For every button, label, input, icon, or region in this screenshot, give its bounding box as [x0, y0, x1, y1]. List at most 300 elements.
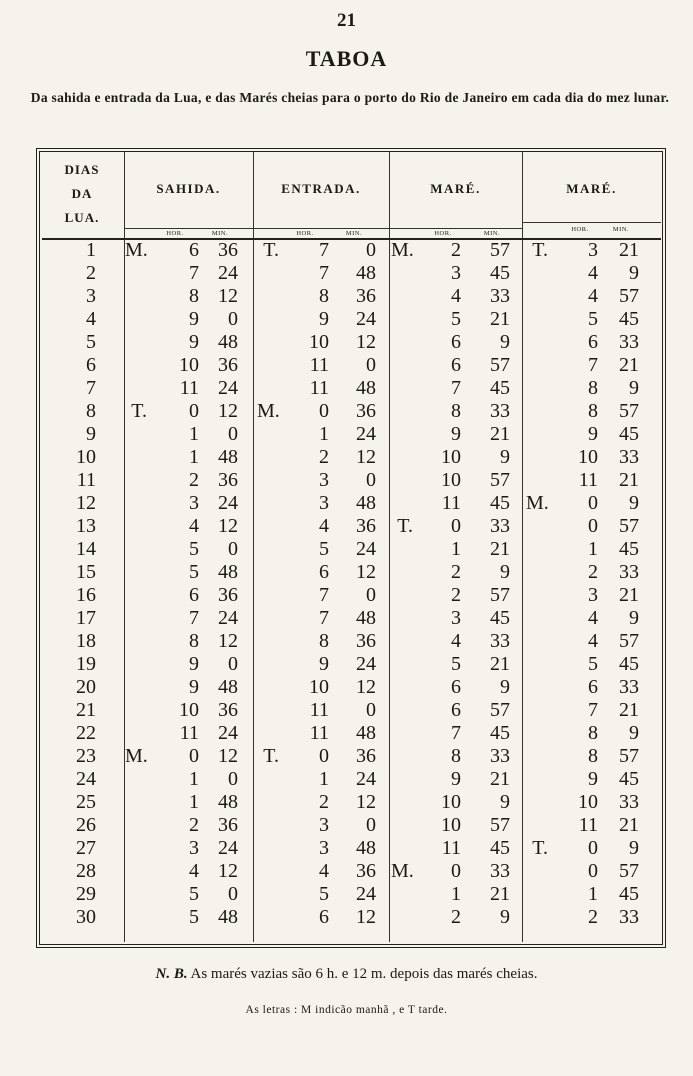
period-marker: [257, 676, 279, 699]
minute-value: 45: [490, 492, 510, 514]
minute-value: 45: [490, 262, 510, 284]
minute-value: 9: [500, 791, 510, 813]
sub-label-min-mare-1: MIN.: [483, 230, 501, 237]
page-title: TABOA: [305, 46, 388, 71]
minute-value: 57: [490, 354, 510, 376]
minute-value: 48: [356, 377, 376, 399]
day-number: 2: [86, 262, 96, 284]
hour-value: 6: [319, 906, 329, 928]
hour-value: 7: [319, 239, 329, 261]
hour-value: 9: [588, 768, 598, 790]
minute-value: 0: [228, 308, 238, 330]
hour-value: 5: [451, 308, 461, 330]
day-number: 23: [76, 745, 96, 767]
minute-value: 33: [619, 331, 639, 353]
hour-value: 11: [309, 699, 329, 721]
sub-label-hor-entrada: HOR.: [296, 230, 314, 237]
minute-value: 12: [218, 285, 238, 307]
period-marker: [257, 653, 279, 676]
day-number: 27: [76, 837, 96, 859]
period-marker: [125, 768, 147, 791]
minute-value: 9: [629, 262, 639, 284]
period-marker: [391, 906, 413, 929]
minute-value: 21: [619, 584, 639, 606]
period-marker: [125, 354, 147, 377]
minute-value: 24: [218, 722, 238, 744]
hour-value: 8: [588, 745, 598, 767]
minute-value: 0: [366, 354, 376, 376]
minute-value: 9: [500, 561, 510, 583]
day-number: 12: [76, 492, 96, 514]
sub-label-min-sahida: MIN.: [211, 230, 229, 237]
nota-bene: [0, 966, 693, 983]
period-marker: [391, 285, 413, 308]
column-divider: [253, 152, 254, 942]
minute-value: 0: [228, 538, 238, 560]
hour-value: 5: [588, 308, 598, 330]
hour-value: 4: [319, 860, 329, 882]
sub-label-min-entrada: MIN.: [345, 230, 363, 237]
minute-value: 9: [629, 492, 639, 514]
hour-value: 4: [588, 630, 598, 652]
period-marker: [257, 906, 279, 929]
period-marker: [526, 722, 548, 745]
minute-value: 45: [490, 607, 510, 629]
period-marker: [125, 607, 147, 630]
hour-value: 8: [319, 630, 329, 652]
hour-value: 1: [451, 883, 461, 905]
minute-value: 21: [619, 699, 639, 721]
minute-value: 48: [356, 837, 376, 859]
minute-value: 33: [619, 446, 639, 468]
period-marker: [125, 515, 147, 538]
hour-value: 11: [179, 377, 199, 399]
hour-value: 0: [319, 400, 329, 422]
hour-value: 7: [451, 377, 461, 399]
hour-value: 10: [578, 791, 598, 813]
period-marker: [391, 446, 413, 469]
period-marker: [526, 584, 548, 607]
hour-value: 5: [319, 538, 329, 560]
period-marker: [125, 331, 147, 354]
hour-value: 9: [451, 768, 461, 790]
day-number: 13: [76, 515, 96, 537]
header-dias-line3: LUA.: [64, 210, 100, 225]
period-marker: [391, 607, 413, 630]
hour-value: 8: [319, 285, 329, 307]
minute-value: 9: [629, 722, 639, 744]
minute-value: 57: [490, 814, 510, 836]
minute-value: 0: [366, 239, 376, 261]
header-sahida: SAHIDA.: [156, 181, 221, 196]
period-marker: [526, 883, 548, 906]
period-marker: [125, 262, 147, 285]
period-marker: T.: [263, 745, 279, 767]
minute-value: 48: [356, 262, 376, 284]
sub-label-hor-sahida: HOR.: [166, 230, 184, 237]
minute-value: 9: [500, 676, 510, 698]
minute-value: 12: [218, 745, 238, 767]
hour-value: 5: [189, 906, 199, 928]
period-marker: [391, 791, 413, 814]
period-marker: [257, 469, 279, 492]
period-marker: [257, 561, 279, 584]
hour-value: 11: [578, 469, 598, 491]
minute-value: 57: [490, 239, 510, 261]
minute-value: 33: [490, 745, 510, 767]
header-dias-line1: DIAS: [64, 162, 100, 177]
hour-value: 3: [319, 814, 329, 836]
period-marker: [526, 538, 548, 561]
hour-value: 2: [451, 584, 461, 606]
minute-value: 36: [356, 515, 376, 537]
hour-value: 11: [179, 722, 199, 744]
hour-value: 0: [588, 837, 598, 859]
period-marker: [526, 469, 548, 492]
period-marker: M.: [526, 492, 549, 514]
day-number: 3: [86, 285, 96, 307]
header-mare-1: MARÉ.: [430, 181, 481, 196]
hour-value: 2: [189, 469, 199, 491]
hour-value: 5: [189, 538, 199, 560]
period-marker: [391, 308, 413, 331]
header-entrada: ENTRADA.: [281, 181, 361, 196]
period-marker: [526, 676, 548, 699]
hour-value: 2: [319, 791, 329, 813]
day-number: 16: [76, 584, 96, 606]
hour-value: 4: [189, 515, 199, 537]
hour-value: 4: [451, 285, 461, 307]
period-marker: [526, 745, 548, 768]
period-marker: [526, 906, 548, 929]
period-marker: [391, 262, 413, 285]
minute-value: 24: [356, 653, 376, 675]
hour-value: 3: [451, 262, 461, 284]
hour-value: 6: [451, 676, 461, 698]
column-divider: [522, 152, 523, 942]
header-rule: [522, 222, 661, 223]
hour-value: 8: [451, 400, 461, 422]
minute-value: 12: [356, 446, 376, 468]
hour-value: 0: [189, 400, 199, 422]
day-number: 26: [76, 814, 96, 836]
minute-value: 21: [619, 469, 639, 491]
minute-value: 33: [619, 561, 639, 583]
hour-value: 6: [588, 676, 598, 698]
minute-value: 36: [356, 630, 376, 652]
day-number: 15: [76, 561, 96, 583]
minute-value: 24: [218, 492, 238, 514]
hour-value: 1: [319, 423, 329, 445]
period-marker: [526, 860, 548, 883]
minute-value: 24: [356, 308, 376, 330]
minute-value: 36: [218, 354, 238, 376]
hour-value: 2: [451, 906, 461, 928]
period-marker: [526, 699, 548, 722]
hour-value: 2: [588, 906, 598, 928]
period-marker: [391, 354, 413, 377]
period-marker: [526, 400, 548, 423]
hour-value: 8: [588, 400, 598, 422]
period-marker: [526, 768, 548, 791]
day-number: 20: [76, 676, 96, 698]
minute-value: 33: [490, 630, 510, 652]
period-marker: M.: [391, 239, 414, 261]
period-marker: [257, 492, 279, 515]
period-marker: [257, 883, 279, 906]
hour-value: 0: [588, 492, 598, 514]
day-number: 29: [76, 883, 96, 905]
minute-value: 21: [490, 423, 510, 445]
day-number: 11: [76, 469, 96, 491]
period-marker: [391, 423, 413, 446]
period-marker: [391, 630, 413, 653]
period-marker: [257, 262, 279, 285]
minute-value: 45: [619, 653, 639, 675]
minute-value: 0: [228, 768, 238, 790]
day-number: 9: [86, 423, 96, 445]
period-marker: [125, 883, 147, 906]
hour-value: 5: [319, 883, 329, 905]
minute-value: 33: [619, 676, 639, 698]
period-marker: [125, 308, 147, 331]
hour-value: 10: [441, 446, 461, 468]
period-marker: M.: [125, 239, 148, 261]
minute-value: 0: [366, 469, 376, 491]
hour-value: 9: [588, 423, 598, 445]
hour-value: 6: [319, 561, 329, 583]
period-marker: [391, 469, 413, 492]
hour-value: 10: [441, 814, 461, 836]
hour-value: 0: [451, 860, 461, 882]
period-marker: [257, 331, 279, 354]
minute-value: 33: [490, 400, 510, 422]
minute-value: 45: [619, 768, 639, 790]
minute-value: 33: [490, 515, 510, 537]
day-number: 22: [76, 722, 96, 744]
minute-value: 24: [218, 837, 238, 859]
minute-value: 57: [490, 469, 510, 491]
hour-value: 10: [441, 469, 461, 491]
period-marker: [257, 285, 279, 308]
minute-value: 36: [218, 239, 238, 261]
period-marker: [526, 653, 548, 676]
period-marker: [526, 377, 548, 400]
period-marker: [391, 538, 413, 561]
period-marker: [125, 446, 147, 469]
period-marker: [257, 584, 279, 607]
period-marker: T.: [532, 239, 548, 261]
hour-value: 0: [451, 515, 461, 537]
hour-value: 6: [451, 331, 461, 353]
minute-value: 48: [356, 607, 376, 629]
hour-value: 7: [588, 354, 598, 376]
period-marker: [257, 768, 279, 791]
minute-value: 24: [218, 377, 238, 399]
hour-value: 6: [451, 699, 461, 721]
hour-value: 2: [451, 561, 461, 583]
hour-value: 8: [189, 285, 199, 307]
hour-value: 3: [451, 607, 461, 629]
hour-value: 1: [588, 538, 598, 560]
period-marker: [125, 791, 147, 814]
minute-value: 57: [619, 285, 639, 307]
period-marker: [257, 791, 279, 814]
sub-label-min-mare-2: MIN.: [612, 226, 630, 233]
period-marker: [125, 423, 147, 446]
hour-value: 10: [578, 446, 598, 468]
hour-value: 5: [588, 653, 598, 675]
period-marker: [391, 561, 413, 584]
minute-value: 45: [619, 308, 639, 330]
period-marker: [125, 699, 147, 722]
period-marker: [526, 331, 548, 354]
period-marker: [526, 630, 548, 653]
hour-value: 1: [189, 768, 199, 790]
minute-value: 12: [356, 791, 376, 813]
day-number: 7: [86, 377, 96, 399]
day-number: 5: [86, 331, 96, 353]
period-marker: [391, 653, 413, 676]
period-marker: T.: [263, 239, 279, 261]
day-number: 25: [76, 791, 96, 813]
period-marker: T.: [131, 400, 147, 422]
period-marker: [125, 860, 147, 883]
minute-value: 48: [218, 446, 238, 468]
period-marker: [391, 377, 413, 400]
hour-value: 11: [441, 837, 461, 859]
period-marker: [257, 377, 279, 400]
period-marker: [526, 561, 548, 584]
hour-value: 6: [588, 331, 598, 353]
minute-value: 48: [356, 492, 376, 514]
minute-value: 33: [490, 285, 510, 307]
minute-value: 57: [619, 515, 639, 537]
hour-value: 2: [451, 239, 461, 261]
minute-value: 33: [490, 860, 510, 882]
minute-value: 12: [218, 860, 238, 882]
hour-value: 9: [189, 653, 199, 675]
day-number: 6: [86, 354, 96, 376]
column-divider: [389, 152, 390, 942]
minute-value: 45: [490, 837, 510, 859]
minute-value: 12: [356, 676, 376, 698]
minute-value: 24: [356, 538, 376, 560]
period-marker: [257, 308, 279, 331]
minute-value: 9: [629, 607, 639, 629]
hour-value: 3: [189, 492, 199, 514]
period-marker: [125, 630, 147, 653]
period-marker: T.: [397, 515, 413, 537]
period-marker: [257, 607, 279, 630]
period-marker: [526, 515, 548, 538]
period-marker: [391, 699, 413, 722]
minute-value: 9: [629, 377, 639, 399]
minute-value: 0: [228, 423, 238, 445]
period-marker: [257, 860, 279, 883]
header-rule: [124, 228, 522, 229]
hour-value: 6: [451, 354, 461, 376]
day-number: 24: [76, 768, 96, 790]
hour-value: 1: [189, 423, 199, 445]
header-dias-line2: DA: [71, 186, 93, 201]
period-marker: [391, 837, 413, 860]
hour-value: 0: [588, 515, 598, 537]
period-marker: T.: [532, 837, 548, 859]
period-marker: [125, 538, 147, 561]
hour-value: 3: [319, 469, 329, 491]
minute-value: 21: [490, 538, 510, 560]
hour-value: 4: [189, 860, 199, 882]
period-marker: [391, 676, 413, 699]
sub-label-hor-mare-2: HOR.: [571, 226, 589, 233]
period-marker: [257, 722, 279, 745]
minute-value: 57: [490, 584, 510, 606]
hour-value: 6: [189, 584, 199, 606]
hour-value: 11: [578, 814, 598, 836]
period-marker: [391, 331, 413, 354]
hour-value: 10: [309, 676, 329, 698]
period-marker: [125, 814, 147, 837]
period-marker: [125, 653, 147, 676]
minute-value: 45: [619, 423, 639, 445]
hour-value: 8: [189, 630, 199, 652]
minute-value: 12: [356, 561, 376, 583]
minute-value: 12: [356, 906, 376, 928]
minute-value: 36: [356, 860, 376, 882]
hour-value: 9: [189, 331, 199, 353]
day-number: 21: [76, 699, 96, 721]
hour-value: 2: [319, 446, 329, 468]
minute-value: 36: [218, 814, 238, 836]
hour-value: 0: [319, 745, 329, 767]
minute-value: 9: [500, 446, 510, 468]
minute-value: 48: [218, 676, 238, 698]
minute-value: 48: [218, 906, 238, 928]
minute-value: 9: [500, 331, 510, 353]
day-number: 14: [76, 538, 96, 560]
period-marker: [526, 285, 548, 308]
minute-value: 9: [629, 837, 639, 859]
minute-value: 0: [366, 814, 376, 836]
hour-value: 10: [309, 331, 329, 353]
hour-value: 0: [189, 745, 199, 767]
minute-value: 24: [218, 607, 238, 629]
hour-value: 8: [451, 745, 461, 767]
period-marker: [526, 607, 548, 630]
period-marker: [125, 584, 147, 607]
hour-value: 11: [441, 492, 461, 514]
hour-value: 2: [189, 814, 199, 836]
minute-value: 57: [619, 860, 639, 882]
period-marker: [125, 469, 147, 492]
day-number: 30: [76, 906, 96, 928]
minute-value: 12: [218, 630, 238, 652]
minute-value: 48: [356, 722, 376, 744]
header-dias: [42, 158, 122, 230]
minute-value: 45: [490, 722, 510, 744]
hour-value: 1: [451, 538, 461, 560]
period-marker: [391, 492, 413, 515]
period-marker: [526, 354, 548, 377]
hour-value: 11: [309, 354, 329, 376]
header-mare-2: MARÉ.: [566, 181, 617, 196]
period-marker: [391, 768, 413, 791]
hour-value: 8: [588, 722, 598, 744]
minute-value: 45: [619, 538, 639, 560]
period-marker: [125, 561, 147, 584]
minute-value: 36: [218, 469, 238, 491]
